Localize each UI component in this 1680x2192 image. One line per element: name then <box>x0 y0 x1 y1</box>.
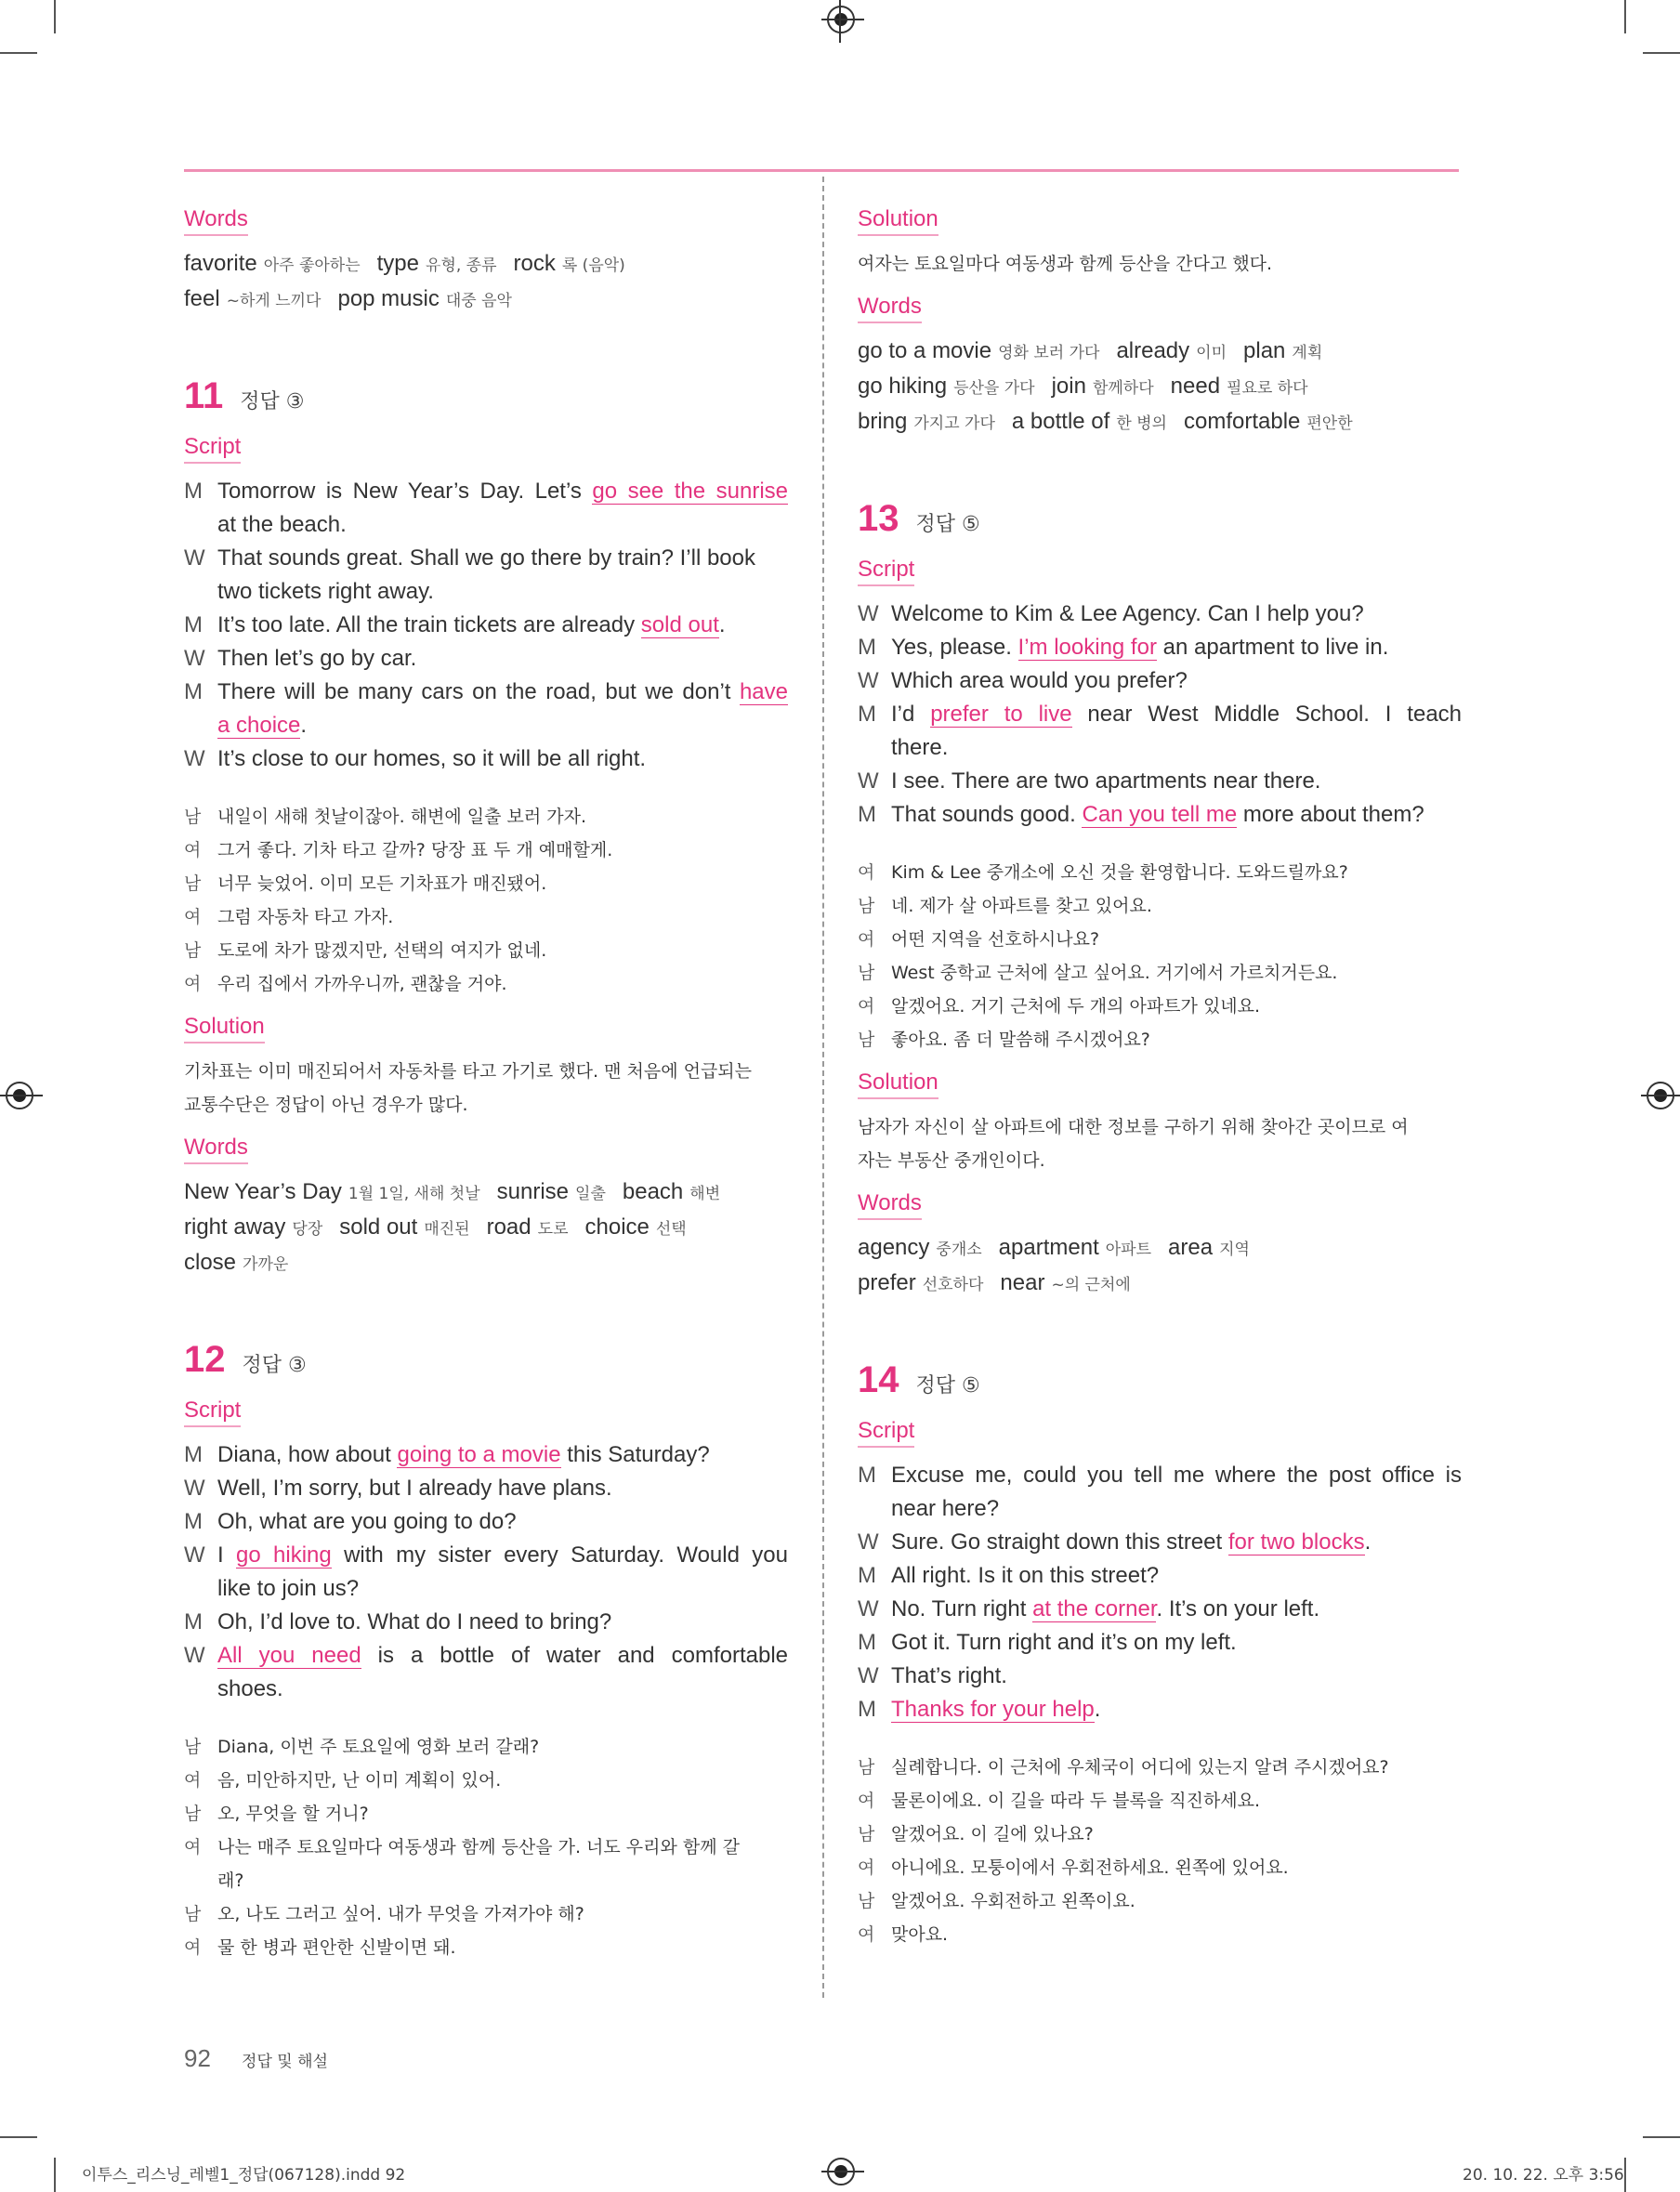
speaker: M <box>858 1463 876 1488</box>
question-number: 13 <box>858 498 899 539</box>
word-meaning: 가까운 <box>243 1255 289 1274</box>
answer-label: 정답 ③ <box>242 1354 307 1377</box>
speaker: 여 <box>858 996 875 1017</box>
script-line: there. <box>891 735 949 760</box>
script-label: Script <box>858 1418 914 1448</box>
speaker: M <box>858 702 876 727</box>
speaker: M <box>184 1509 203 1534</box>
crop-mark <box>54 2158 56 2192</box>
script-line: M Oh, I’d love to. What do I need to bring? <box>184 1606 788 1639</box>
korean-translation <box>858 856 1462 1057</box>
speaker: 여 <box>858 929 875 950</box>
script-line: W That sounds great. Shall we go there by train? I’ll book <box>184 545 755 571</box>
section-title: 정답 및 해설 <box>242 2053 328 2071</box>
word-meaning: 함께하다 <box>1092 379 1154 398</box>
word-meaning: 해변 <box>689 1185 721 1203</box>
words-label: Words <box>858 294 922 323</box>
question-number: 14 <box>858 1359 899 1400</box>
speaker: 남 <box>858 963 875 983</box>
highlight-phrase: I’m looking for <box>1017 635 1157 660</box>
speaker: 여 <box>184 1770 202 1791</box>
solution-text: 여자는 토요일마다 여동생과 함께 등산을 간다고 했다. <box>858 254 1273 274</box>
korean-line: 남 너무 늦었어. 이미 모든 기차표가 매진됐어. <box>184 867 788 900</box>
words-row <box>858 1231 1462 1267</box>
word-meaning: 계획 <box>1292 344 1323 362</box>
script-lines <box>858 1459 1462 1726</box>
korean-line: 여 우리 집에서 가까우니까, 괜찮을 거야. <box>184 967 788 1001</box>
script-line: W All you need is a bottle of water and comfortable <box>184 1639 788 1673</box>
speaker: 남 <box>858 1824 875 1844</box>
korean-line: 남 좋아요. 좀 더 말씀해 주시겠어요? <box>858 1023 1462 1057</box>
korean-line: 남 도로에 차가 많겠지만, 선택의 여지가 없네. <box>184 934 788 967</box>
words-row <box>858 1267 1462 1302</box>
highlight-phrase: Thanks for your help <box>891 1697 1095 1722</box>
korean-line: 여 그럼 자동차 타고 가자. <box>184 900 788 934</box>
speaker: W <box>184 1542 205 1568</box>
korean-line: 남 Diana, 이번 주 토요일에 영화 보러 갈래? <box>184 1730 788 1764</box>
words-label: Words <box>184 1135 248 1164</box>
speaker: 여 <box>858 1857 875 1878</box>
crop-mark <box>0 52 37 54</box>
words-row <box>858 335 1462 370</box>
korean-line: 여 물 한 병과 편안한 신발이면 돼. <box>184 1931 788 1964</box>
speaker: 여 <box>184 1937 202 1958</box>
page-number: 92 <box>184 2044 211 2072</box>
question-number: 12 <box>184 1339 226 1380</box>
word-entry: sunrise <box>496 1179 570 1204</box>
word-meaning: 매진된 <box>424 1220 470 1239</box>
page-footer <box>184 2044 328 2073</box>
script-line: M Thanks for your help. <box>858 1693 1462 1726</box>
korean-line: 여 어떤 지역을 선호하시나요? <box>858 923 1462 956</box>
korean-line: 남 오, 무엇을 할 거니? <box>184 1797 788 1831</box>
speaker: W <box>858 601 879 626</box>
speaker: W <box>858 1529 879 1555</box>
word-entry: near <box>1000 1270 1045 1295</box>
words-row <box>858 405 1462 440</box>
korean-line: 여 그거 좋다. 기차 타고 갈까? 당장 표 두 개 예매할게. <box>184 833 788 867</box>
speaker: M <box>858 1630 876 1655</box>
script-lines <box>184 1438 788 1706</box>
speaker: 남 <box>184 1804 202 1824</box>
script-line: a choice. <box>217 713 308 738</box>
registration-mark-icon <box>827 2158 855 2185</box>
speaker: 여 <box>858 1924 875 1945</box>
answer-label: 정답 ⑤ <box>915 1374 980 1398</box>
word-entry: go hiking <box>858 374 948 399</box>
korean-line: 남 네. 제가 살 아파트를 찾고 있어요. <box>858 889 1462 923</box>
speaker: 여 <box>858 862 875 883</box>
word-meaning: 중개소 <box>936 1240 982 1259</box>
word-entry: sold out <box>339 1214 418 1240</box>
script-line: W Well, I’m sorry, but I already have plans. <box>184 1472 788 1505</box>
script-line: W Sure. Go straight down this street for two blocks. <box>858 1526 1462 1559</box>
script-line: M All right. Is it on this street? <box>858 1559 1462 1593</box>
speaker: 남 <box>184 940 202 961</box>
solution-text: 자는 부동산 중개인이다. <box>858 1150 1045 1171</box>
words-list <box>858 335 1462 440</box>
words-row <box>184 247 788 282</box>
slug-filename: 이투스_리스닝_레벨1_정답(067128).indd 92 <box>82 2166 406 2185</box>
highlight-phrase: Can you tell me <box>1082 802 1238 827</box>
script-line: M Yes, please. I’m looking for an apartment to live in. <box>858 631 1462 664</box>
korean-line: 여 음, 미안하지만, 난 이미 계획이 있어. <box>184 1764 788 1797</box>
word-meaning: 유형, 종류 <box>426 256 497 275</box>
solution-label: Solution <box>858 1070 938 1099</box>
words-list <box>858 1231 1462 1302</box>
word-entry: close <box>184 1250 237 1275</box>
words-label: Words <box>184 206 248 236</box>
script-line: W Welcome to Kim & Lee Agency. Can I help you? <box>858 597 1462 631</box>
speaker: W <box>858 1663 879 1688</box>
speaker: W <box>184 1643 205 1668</box>
registration-mark-icon <box>827 6 855 33</box>
solution-text: 기차표는 이미 매진되어서 자동차를 타고 가기로 했다. 맨 처음에 언급되는 <box>184 1061 753 1082</box>
korean-line: 남 오, 나도 그러고 싶어. 내가 무엇을 가져가야 해? <box>184 1897 788 1931</box>
words-list <box>184 1175 788 1281</box>
word-entry: plan <box>1243 338 1286 363</box>
word-meaning: 이미 <box>1196 344 1227 362</box>
script-line: M Tomorrow is New Year’s Day. Let’s go see the sunrise <box>184 479 788 504</box>
word-entry: comfortable <box>1183 409 1301 434</box>
script-line: M I’d prefer to live near West Middle School. I teach <box>858 698 1462 731</box>
speaker: 남 <box>858 1891 875 1911</box>
word-meaning: 선택 <box>655 1220 687 1239</box>
korean-line: 여 알겠어요. 거기 근처에 두 개의 아파트가 있네요. <box>858 990 1462 1023</box>
script-lines <box>858 597 1462 832</box>
script-line: shoes. <box>217 1676 283 1701</box>
solution-text: 교통수단은 정답이 아닌 경우가 많다. <box>184 1095 468 1115</box>
word-meaning: ~의 근처에 <box>1051 1276 1131 1294</box>
crop-mark <box>0 2136 37 2138</box>
korean-line: 여 아니에요. 모퉁이에서 우회전하세요. 왼쪽에 있어요. <box>858 1851 1462 1884</box>
word-meaning: ~하게 느끼다 <box>226 292 322 310</box>
speaker: W <box>858 768 879 794</box>
word-entry: favorite <box>184 251 257 276</box>
words-row <box>184 1246 788 1281</box>
crop-mark <box>1643 52 1680 54</box>
slug-date: 20. 10. 22. 오후 3:56 <box>1463 2166 1624 2185</box>
speaker: M <box>858 1563 876 1588</box>
word-entry: a bottle of <box>1011 409 1110 434</box>
speaker: 남 <box>858 1757 875 1778</box>
word-meaning: 아주 좋아하는 <box>263 256 361 275</box>
words-label: Words <box>858 1190 922 1220</box>
solution-label: Solution <box>858 206 938 236</box>
speaker: M <box>858 802 876 827</box>
speaker: M <box>184 1609 203 1634</box>
speaker: 남 <box>184 1904 202 1924</box>
word-entry: road <box>486 1214 532 1240</box>
word-entry: bring <box>858 409 908 434</box>
word-meaning: 한 병의 <box>1116 414 1167 433</box>
question-number: 11 <box>184 375 224 416</box>
word-entry: go to a movie <box>858 338 992 363</box>
question-11 <box>184 375 788 1281</box>
highlight-phrase: for two blocks <box>1227 1529 1365 1555</box>
script-line: near here? <box>891 1496 1000 1521</box>
speaker: M <box>858 635 876 660</box>
column-divider <box>822 177 824 1998</box>
registration-mark-icon <box>839 0 841 43</box>
korean-line: 남 알겠어요. 이 길에 있나요? <box>858 1818 1462 1851</box>
script-line: W Which area would you prefer? <box>858 664 1462 698</box>
word-entry: pop music <box>337 286 440 311</box>
crop-mark <box>1624 0 1626 33</box>
right-column <box>858 206 1462 1951</box>
word-meaning: 등산을 가다 <box>953 379 1035 398</box>
script-label: Script <box>184 434 241 464</box>
speaker: 여 <box>184 974 202 994</box>
word-meaning: 일출 <box>575 1185 606 1203</box>
korean-line: 래? <box>184 1864 788 1897</box>
speaker: 여 <box>184 840 202 860</box>
word-entry: rock <box>513 251 556 276</box>
korean-translation <box>184 1730 788 1964</box>
words-row <box>184 1175 788 1211</box>
script-label: Script <box>858 557 914 586</box>
word-meaning: 편안한 <box>1306 414 1353 433</box>
words-row <box>184 282 788 318</box>
script-line: M It’s too late. All the train tickets are already sold out. <box>184 612 726 637</box>
word-meaning: 1월 1일, 새해 첫날 <box>348 1185 480 1203</box>
highlight-phrase: go see the sunrise <box>592 479 788 504</box>
korean-line: 남 알겠어요. 우회전하고 왼쪽이요. <box>858 1884 1462 1918</box>
speaker: 남 <box>858 896 875 916</box>
answer-label: 정답 ③ <box>240 390 305 413</box>
word-entry: prefer <box>858 1270 916 1295</box>
korean-translation <box>858 1751 1462 1951</box>
highlight-phrase: prefer to live <box>930 702 1072 727</box>
question-12 <box>184 1339 788 1964</box>
word-meaning: 가지고 가다 <box>913 414 995 433</box>
words-section-top <box>184 206 788 318</box>
speaker: M <box>858 1697 876 1722</box>
registration-mark-icon <box>1647 1082 1674 1109</box>
word-meaning: 필요로 하다 <box>1227 379 1308 398</box>
script-line: W Then let’s go by car. <box>184 646 417 671</box>
highlight-phrase: going to a movie <box>397 1442 561 1467</box>
word-meaning: 도로 <box>537 1220 569 1239</box>
script-line: M There will be many cars on the road, but we don’t have <box>184 679 788 704</box>
korean-line: 여 나는 매주 토요일마다 여동생과 함께 등산을 가. 너도 우리와 함께 갈 <box>184 1831 788 1864</box>
korean-line: 남 West 중학교 근처에 살고 싶어요. 거기에서 가르치거든요. <box>858 956 1462 990</box>
solution-label: Solution <box>184 1014 265 1043</box>
highlight-phrase: sold out <box>640 612 719 637</box>
word-entry: join <box>1051 374 1086 399</box>
speaker: 남 <box>858 1030 875 1050</box>
script-line: like to join us? <box>217 1576 360 1601</box>
speaker: 남 <box>184 807 202 827</box>
script-line: W That’s right. <box>858 1660 1462 1693</box>
speaker: M <box>184 1442 203 1467</box>
crop-mark <box>1643 2136 1680 2138</box>
script-label: Script <box>184 1398 241 1427</box>
word-entry: type <box>376 251 420 276</box>
speaker: 여 <box>184 907 202 927</box>
korean-translation <box>184 800 788 1001</box>
crop-mark <box>1624 2158 1626 2192</box>
left-column <box>184 206 788 1964</box>
highlight-phrase: a choice <box>217 713 301 738</box>
korean-line: 여 맞아요. <box>858 1918 1462 1951</box>
word-entry: need <box>1170 374 1221 399</box>
words-list <box>184 247 788 318</box>
question-13 <box>858 498 1462 1302</box>
word-meaning: 아파트 <box>1105 1240 1152 1259</box>
word-meaning: 영화 보러 가다 <box>998 344 1100 362</box>
korean-line: 남 내일이 새해 첫날이잖아. 해변에 일출 보러 가자. <box>184 800 788 833</box>
script-line: M That sounds good. Can you tell me more about them? <box>858 798 1462 832</box>
speaker: 여 <box>858 1791 875 1811</box>
crop-mark <box>54 0 56 33</box>
words-row <box>184 1211 788 1246</box>
highlight-phrase: have <box>739 679 788 704</box>
speaker: W <box>858 1596 879 1621</box>
korean-line: 여 Kim & Lee 중개소에 오신 것을 환영합니다. 도와드릴까요? <box>858 856 1462 889</box>
script-line: W I go hiking with my sister every Saturday. Would you <box>184 1539 788 1572</box>
word-entry: already <box>1116 338 1190 363</box>
speaker: W <box>858 668 879 693</box>
word-meaning: 선호하다 <box>922 1276 984 1294</box>
highlight-phrase: All you need <box>217 1643 361 1668</box>
highlight-phrase: at the corner <box>1032 1596 1157 1621</box>
speaker: 남 <box>184 1737 202 1757</box>
speaker: 여 <box>184 1837 202 1857</box>
top-rule <box>184 169 1459 172</box>
script-line: two tickets right away. <box>217 579 434 604</box>
word-entry: New Year’s Day <box>184 1179 342 1204</box>
korean-line: 남 실례합니다. 이 근처에 우체국이 어디에 있는지 알려 주시겠어요? <box>858 1751 1462 1784</box>
word-entry: right away <box>184 1214 286 1240</box>
word-meaning: 대중 음악 <box>445 292 512 310</box>
script-line: W It’s close to our homes, so it will be all right. <box>184 746 647 771</box>
script-line: W No. Turn right at the corner. It’s on your left. <box>858 1593 1462 1626</box>
answer-label: 정답 ⑤ <box>915 513 980 536</box>
solution-text: 남자가 자신이 살 아파트에 대한 정보를 구하기 위해 찾아간 곳이므로 여 <box>858 1117 1409 1137</box>
word-entry: agency <box>858 1235 930 1260</box>
script-line: at the beach. <box>217 512 347 537</box>
script-line: M Excuse me, could you tell me where the post office is <box>858 1459 1462 1492</box>
word-meaning: 지역 <box>1219 1240 1250 1259</box>
speaker: 남 <box>184 873 202 894</box>
word-meaning: 록 (음악) <box>561 256 625 275</box>
word-entry: feel <box>184 286 220 311</box>
word-entry: area <box>1168 1235 1214 1260</box>
script-line: W I see. There are two apartments near there. <box>858 765 1462 798</box>
word-entry: choice <box>584 1214 650 1240</box>
speaker: W <box>184 1476 205 1501</box>
question-14 <box>858 1359 1462 1951</box>
word-meaning: 당장 <box>292 1220 323 1239</box>
word-entry: apartment <box>998 1235 1099 1260</box>
question-12-continued <box>858 206 1462 440</box>
word-entry: beach <box>622 1179 684 1204</box>
script-line: M Diana, how about going to a movie this Saturday? <box>184 1438 788 1472</box>
words-row <box>858 370 1462 405</box>
speaker <box>184 1864 217 1897</box>
script-line: M Got it. Turn right and it’s on my left. <box>858 1626 1462 1660</box>
script-line: M Oh, what are you going to do? <box>184 1505 788 1539</box>
highlight-phrase: go hiking <box>236 1542 332 1568</box>
registration-mark-icon <box>6 1082 33 1109</box>
korean-line: 여 물론이에요. 이 길을 따라 두 블록을 직진하세요. <box>858 1784 1462 1818</box>
